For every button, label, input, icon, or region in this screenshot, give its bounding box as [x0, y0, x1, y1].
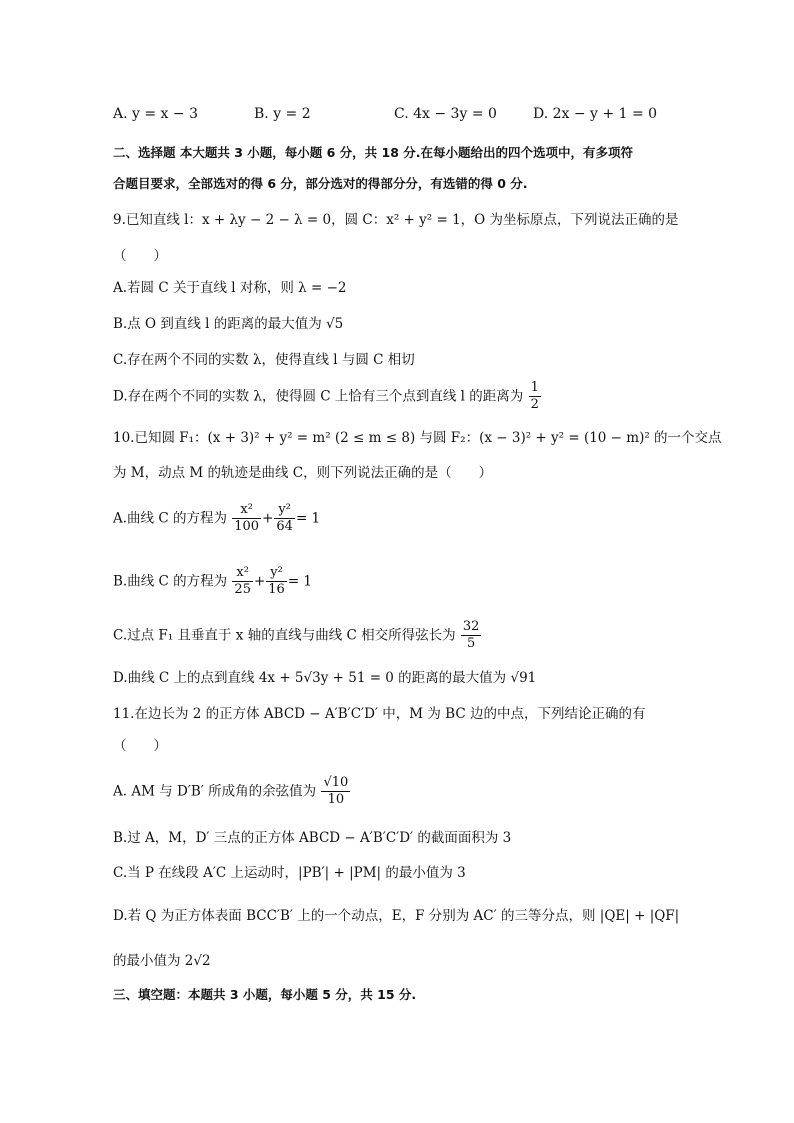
equation-tail: = 1 — [287, 573, 313, 590]
q9-option-a: A.若圆 C 关于直线 l 对称，则 λ = −2 — [113, 280, 347, 296]
fraction-y — [274, 502, 295, 535]
q9-option-d — [113, 380, 542, 413]
q11-option-a — [113, 775, 351, 808]
q10-option-b: B.曲线 C 的方程为 $\frac{\text{x²}}{25}$ + $\frac{\text{y²}}{16}$ = 1 — [113, 565, 313, 597]
fraction-denominator: 25 — [234, 582, 251, 597]
q10-option-c — [113, 619, 482, 652]
q11-option-a-fraction — [321, 775, 350, 808]
fraction-numerator: √10 — [323, 775, 349, 790]
fraction-numerator: 1 — [530, 380, 539, 395]
fraction-denominator: 64 — [276, 519, 293, 534]
q8-option-a: A. y = x − 3 — [113, 106, 198, 122]
q10-option-b-text: B.曲线 C 的方程为 — [113, 573, 228, 590]
q10-option-a: A.曲线 C 的方程为 $\frac{\text{x²}}{100}$ + $\frac{\text{y²}}{64}$ = 1 — [113, 502, 321, 534]
q10-stem-line1: 10.已知圆 F₁：(x + 3)² + y² = m² (2 ≤ m ≤ 8) 与圆 F₂：(x − 3)² + y² = (10 − m)² 的一个交点 — [113, 430, 722, 446]
section2-line1: 二、选择题 本大题共 3 小题，每小题 6 分，共 18 分.在每小题给出的四个选项中，有多项符 — [113, 145, 634, 160]
q10-option-d: D.曲线 C 上的点到直线 4x + 5√3y + 51 = 0 的距离的最大值为 √91 — [113, 670, 537, 686]
q9-option-c: C.存在两个不同的实数 λ，使得直线 l 与圆 C 相切 — [113, 352, 415, 368]
fraction-x — [232, 502, 261, 535]
fraction-denominator: 2 — [530, 397, 539, 412]
q9-option-b: B.点 O 到直线 l 的距离的最大值为 √5 — [113, 316, 344, 332]
q8-option-c: C. 4x − 3y = 0 — [394, 106, 497, 122]
fraction-denominator: 16 — [268, 582, 285, 597]
section2-line2: 合题目要求，全部选对的得 6 分，部分选对的得部分分，有选错的得 0 分. — [113, 176, 528, 191]
q11-option-b: B.过 A，M，D′ 三点的正方体 ABCD − A′B′C′D′ 的截面面积为 3 — [113, 830, 512, 846]
q11-option-d-line1: D.若 Q 为正方体表面 BCC′B′ 上的一个动点，E，F 分别为 AC′ 的三等分点，则 |QE| + |QF| — [113, 908, 680, 924]
fraction-y — [266, 565, 287, 598]
q10-option-c-text: C.过点 F₁ 且垂直于 x 轴的直线与曲线 C 相交所得弦长为 — [113, 627, 456, 644]
fraction-numerator: x² — [232, 502, 261, 519]
q8-option-d: D. 2x − y + 1 = 0 — [533, 106, 658, 122]
fraction-numerator: x² — [232, 565, 253, 582]
q10-option-c-fraction — [461, 619, 482, 652]
fraction-denominator: 10 — [327, 792, 345, 807]
equation-tail: = 1 — [295, 510, 321, 527]
fraction-denominator: 100 — [234, 519, 260, 534]
q9-answer-paren: （ ） — [113, 248, 167, 264]
fraction-numerator: y² — [266, 565, 287, 582]
q9-option-d-text: D.存在两个不同的实数 λ，使得圆 C 上恰有三个点到直线 l 的距离为 — [113, 388, 524, 405]
section3-heading: 三、填空题：本题共 3 小题，每小题 5 分，共 15 分. — [113, 987, 417, 1002]
q11-option-c: C.当 P 在线段 A′C 上运动时，|PB′| + |PM| 的最小值为 3 — [113, 865, 466, 881]
fraction-denominator: 5 — [467, 636, 476, 651]
q8-option-b: B. y = 2 — [254, 106, 311, 122]
q9-stem: 9.已知直线 l：x + λy − 2 − λ = 0，圆 C：x² + y² = 1，O 为坐标原点，下列说法正确的是 — [113, 212, 679, 228]
q11-option-a-text: A. AM 与 D′B′ 所成角的余弦值为 — [113, 783, 317, 800]
fraction-numerator: y² — [274, 502, 295, 519]
fraction-numerator: 32 — [462, 619, 480, 634]
q11-stem: 11.在边长为 2 的正方体 ABCD − A′B′C′D′ 中，M 为 BC 边的中点，下列结论正确的有 — [113, 706, 646, 722]
fraction-x — [232, 565, 253, 598]
q9-option-d-fraction — [529, 380, 541, 413]
q11-option-d-line2: 的最小值为 2√2 — [113, 953, 211, 969]
q10-option-a-text: A.曲线 C 的方程为 — [113, 510, 227, 527]
q11-answer-paren: （ ） — [113, 738, 167, 754]
q10-stem-line2: 为 M，动点 M 的轨迹是曲线 C，则下列说法正确的是（ ） — [113, 465, 493, 481]
